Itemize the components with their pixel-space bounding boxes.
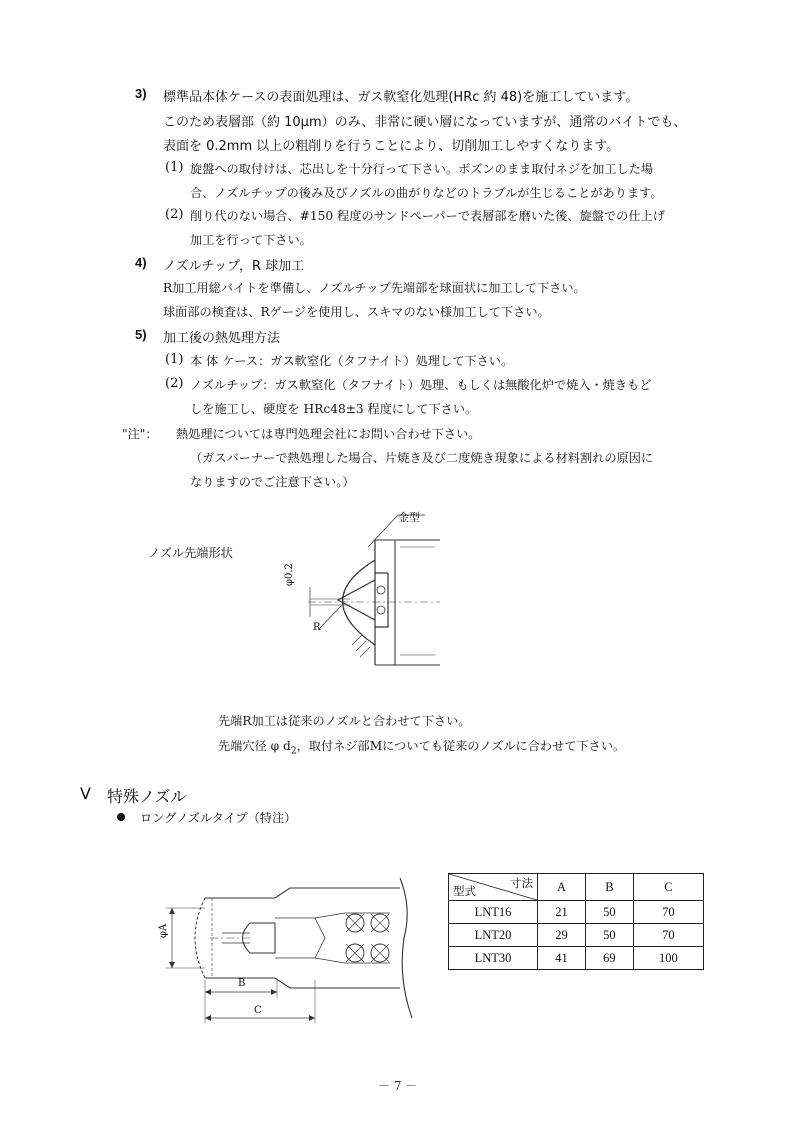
table-row <box>449 947 704 970</box>
table-corner-cell <box>449 874 538 901</box>
value-c-cell: 70 <box>633 924 703 947</box>
bullet-text: ロングノズルタイプ（特注） <box>140 811 297 825</box>
section-4-line-1: R加工用総バイトを準備し、ノズルチップ先端部を球面状に加工して下さい。 <box>163 281 586 295</box>
value-b-cell: 50 <box>585 901 633 924</box>
table-header-row <box>449 874 704 901</box>
section-3-item-1-line-2: 合、ノズルチップの後み及びノズルの曲がりなどのトラブルが生じることがあります。 <box>190 186 663 200</box>
section-5-item-2-line-1: ノズルチップ：ガス軟窒化（タフナイト）処理、もしくは無酸化炉で焼入・焼きもど <box>190 378 652 392</box>
dim-b-label: B <box>238 978 246 989</box>
section-3-number: 3) <box>135 86 147 101</box>
header-dim-label: 寸法 <box>510 878 533 890</box>
long-nozzle-diagram <box>150 868 420 1028</box>
section-4-heading: ノズルチップ，R 球加工 <box>163 259 305 274</box>
value-a-cell: 21 <box>538 901 586 924</box>
tip-hole-label: 先端穴径 φ d <box>218 739 291 753</box>
model-cell: LNT16 <box>449 901 538 924</box>
value-a-cell: 41 <box>538 947 586 970</box>
nozzle-tip-diagram <box>280 505 450 675</box>
header-type-label: 型式 <box>453 886 476 898</box>
section-3-item-1-line-1: 旋盤への取付けは、芯出しを十分行って下さい。ボズンのまま取付ネジを加工した場 <box>190 162 654 176</box>
col-header-a: A <box>538 874 586 901</box>
section-5-item-1-number: (1) <box>165 352 184 367</box>
section-v-number: V <box>80 784 91 803</box>
section-3-line-3: 表面を 0.2mm 以上の粗削りを行うことにより、切削加工しやすくなります。 <box>163 139 620 154</box>
table-row <box>449 901 704 924</box>
col-header-b: B <box>585 874 633 901</box>
model-cell: LNT20 <box>449 924 538 947</box>
model-cell: LNT30 <box>449 947 538 970</box>
section-v-title: 特殊ノズル <box>107 787 187 806</box>
section-5-heading: 加工後の熱処理方法 <box>163 331 281 346</box>
section-3-item-2-line-1: 削り代のない場合、#150 程度のサンドペーパーで表層部を磨いた後、旋盤での仕上げ <box>190 209 665 223</box>
section-5-number: 5) <box>135 327 147 342</box>
tip-radius-label: R <box>313 622 321 633</box>
tip-hole-rest: ，取付ネジ部Mについても従来のノズルに合わせて下さい。 <box>296 739 626 753</box>
bullet-dot <box>117 813 125 821</box>
section-3-item-1-number: (1) <box>165 160 184 175</box>
page-number: － 7 － <box>378 1079 418 1093</box>
note-line-1: 熱処理については専門処理会社にお問い合わせ下さい。 <box>176 427 481 441</box>
figure-1-caption: ノズル先端形状 <box>148 546 233 560</box>
tip-hole-subscript: 2 <box>290 746 297 757</box>
table-row <box>449 924 704 947</box>
after-figure-line-2 <box>218 737 625 756</box>
section-3-heading: 標準品本体ケースの表面処理は、ガス軟窒化処理(HRc 約 48)を施工しています。 <box>163 90 639 105</box>
note-label: "注"： <box>122 427 158 441</box>
mold-label: 金型 <box>398 511 420 524</box>
note-line-3: なりますのでご注意下さい。） <box>190 475 355 489</box>
section-4-number: 4) <box>135 255 147 270</box>
section-5-item-2-number: (2) <box>165 376 184 391</box>
section-3-item-2-number: (2) <box>165 207 184 222</box>
value-b-cell: 50 <box>585 924 633 947</box>
value-b-cell: 69 <box>585 947 633 970</box>
spec-table <box>448 873 704 970</box>
section-5-item-1-line-1: 本 体 ケース：ガス軟窒化（タフナイト）処理して下さい。 <box>190 354 514 368</box>
tip-diameter-label: φ0.2 <box>284 563 295 586</box>
col-header-c: C <box>633 874 703 901</box>
section-3-item-2-line-2: 加工を行って下さい。 <box>190 233 312 247</box>
value-c-cell: 70 <box>633 901 703 924</box>
section-4-line-2: 球面部の検査は、Rゲージを使用し、スキマのない様加工して下さい。 <box>163 305 550 319</box>
note-line-2: （ガスバーナーで熱処理した場合、片焼き及び二度焼き現象による材料割れの原因に <box>190 451 654 465</box>
after-figure-line-1: 先端R加工は従来のノズルと合わせて下さい。 <box>218 714 471 728</box>
dim-c-label: C <box>254 1005 262 1016</box>
value-a-cell: 29 <box>538 924 586 947</box>
section-3-line-2: このため表層部（約 10μm）のみ、非常に硬い層になっていますが、通常のバイトでも、 <box>163 115 687 130</box>
value-c-cell: 100 <box>633 947 703 970</box>
section-5-item-2-line-2: しを施工し、硬度を HRc48±3 程度にして下さい。 <box>190 402 478 416</box>
dim-a-label: φA <box>158 923 169 938</box>
